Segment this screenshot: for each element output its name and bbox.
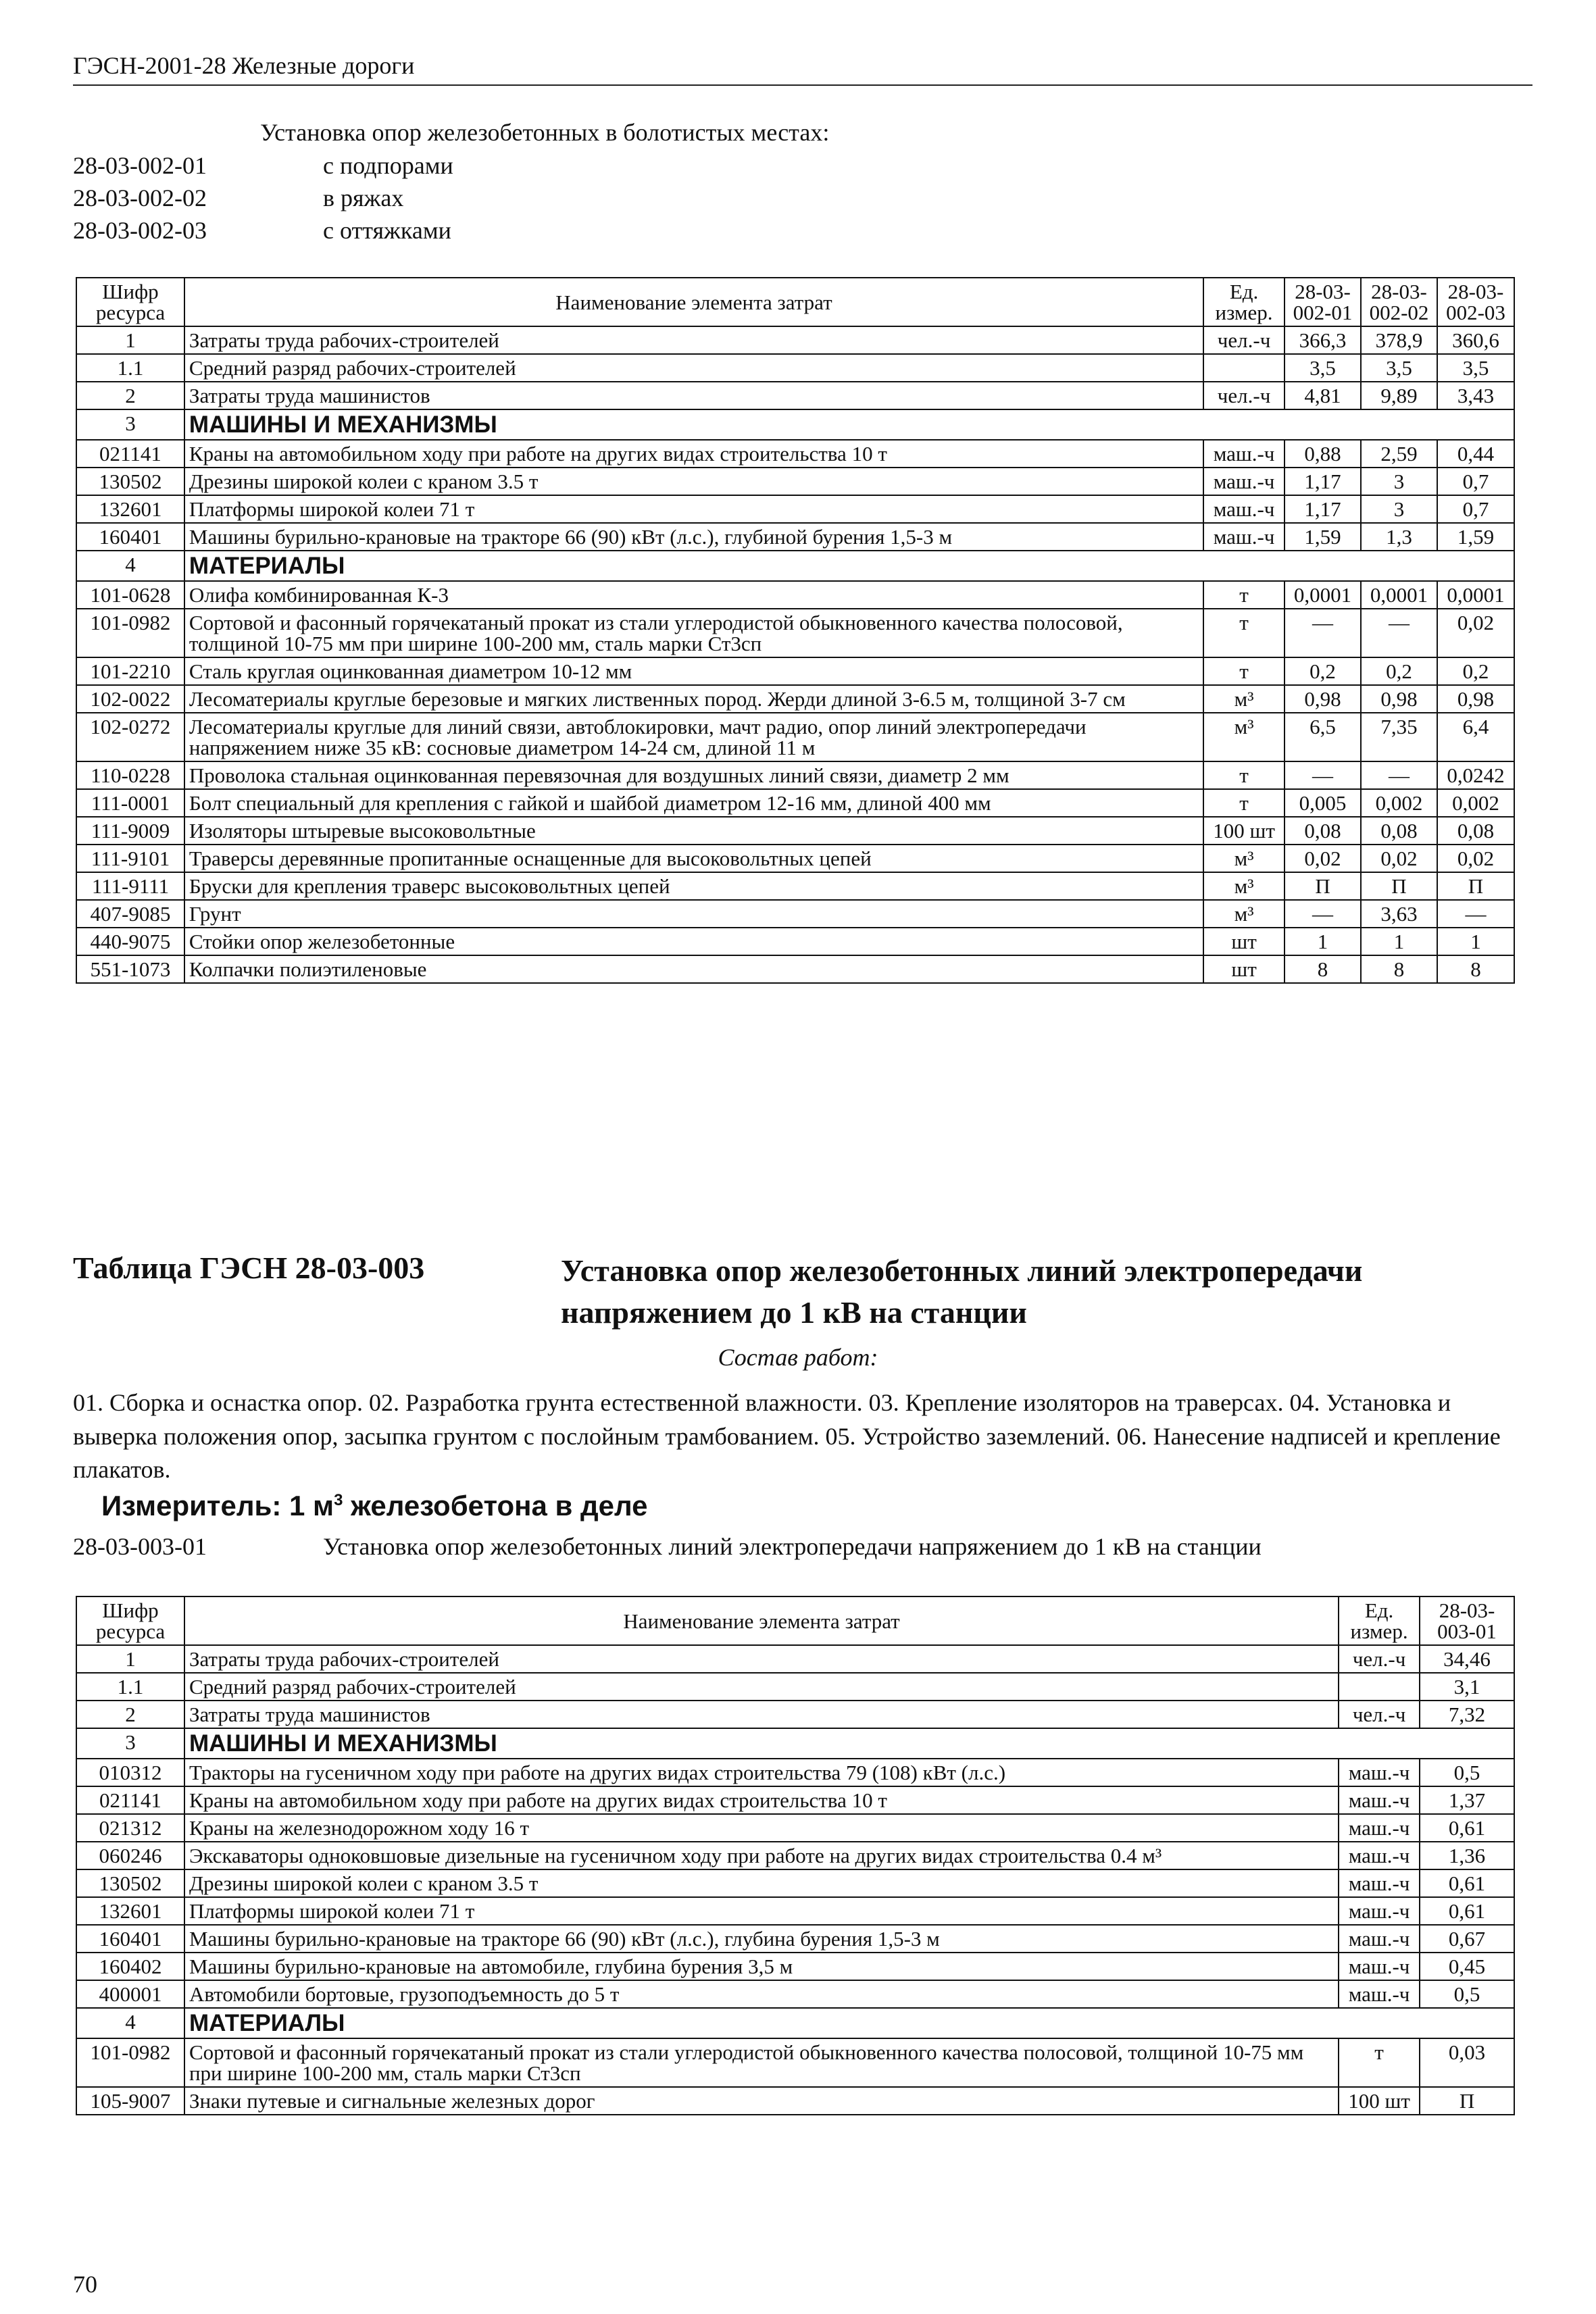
norm-value-1: 0,5 — [1420, 1759, 1514, 1786]
unit-cell: маш.-ч — [1339, 1814, 1420, 1842]
unit-cell: маш.-ч — [1339, 1953, 1420, 1980]
resource-code: 101-0982 — [76, 609, 184, 657]
table-row — [76, 382, 1514, 409]
resource-code: 021141 — [76, 1786, 184, 1814]
resource-code: 130502 — [76, 468, 184, 495]
norm-value-1: 0,02 — [1285, 845, 1361, 872]
norm-value-1: 0,005 — [1285, 789, 1361, 817]
norm-value-1: 0,61 — [1420, 1814, 1514, 1842]
unit-cell: т — [1203, 609, 1285, 657]
resource-name: Лесоматериалы круглые березовые и мягких лиственных пород. Жерди длиной 3-6.5 м, толщиной 3-7 см — [184, 685, 1203, 713]
section-title: МАШИНЫ И МЕХАНИЗМЫ — [184, 1728, 1514, 1759]
meter-rest: железобетона в деле — [343, 1490, 648, 1521]
norm-value-3: 0,7 — [1437, 468, 1514, 495]
resource-code: 4 — [76, 551, 184, 581]
norm-value-1: 34,46 — [1420, 1645, 1514, 1673]
table-row — [76, 789, 1514, 817]
resource-code: 102-0272 — [76, 713, 184, 761]
table-name: Установка опор железобетонных линий электропередачи напряжением до 1 кВ на станции — [561, 1253, 1363, 1330]
unit-cell: маш.-ч — [1339, 1842, 1420, 1869]
resource-code: 111-9009 — [76, 817, 184, 845]
t3-code: 28-03-003-01 — [73, 1533, 207, 1560]
norm-value-1: 1,36 — [1420, 1842, 1514, 1869]
resource-name: Дрезины широкой колеи с краном 3.5 т — [184, 1869, 1339, 1897]
norm-value-3: 0,7 — [1437, 495, 1514, 523]
unit-cell: чел.-ч — [1339, 1701, 1420, 1728]
norm-value-3: 8 — [1437, 955, 1514, 983]
unit-cell: маш.-ч — [1203, 523, 1285, 551]
table-row — [76, 326, 1514, 354]
resource-code: 132601 — [76, 495, 184, 523]
norm-value-3: 0,2 — [1437, 657, 1514, 685]
norm-value-2: — — [1361, 609, 1437, 657]
table-row — [76, 685, 1514, 713]
norm-value-1: 1,59 — [1285, 523, 1361, 551]
resource-code: 130502 — [76, 1869, 184, 1897]
norm-value-3: — — [1437, 900, 1514, 928]
resource-name: Затраты труда машинистов — [184, 382, 1203, 409]
resource-code: 160402 — [76, 1953, 184, 1980]
resource-code: 021312 — [76, 1814, 184, 1842]
section-row — [76, 2008, 1514, 2038]
norm-value-1: 6,5 — [1285, 713, 1361, 761]
resource-code: 101-0982 — [76, 2038, 184, 2087]
resource-code: 060246 — [76, 1842, 184, 1869]
table-row — [76, 1701, 1514, 1728]
col-header-unit: Ед. измер. — [1203, 278, 1285, 326]
norm-value-2: 1 — [1361, 928, 1437, 955]
norm-value-2: 0,08 — [1361, 817, 1437, 845]
table-row — [76, 1869, 1514, 1897]
table-row — [76, 581, 1514, 609]
resource-name: Затраты труда машинистов — [184, 1701, 1339, 1728]
table-row — [76, 713, 1514, 761]
unit-cell: маш.-ч — [1203, 468, 1285, 495]
resource-name: Бруски для крепления траверс высоковольтных цепей — [184, 872, 1203, 900]
col-header-norm-2: 28-03-002-02 — [1361, 278, 1437, 326]
col-header-norm-1: 28-03-003-01 — [1420, 1596, 1514, 1645]
norm-value-1: 0,61 — [1420, 1897, 1514, 1925]
resource-code: 021141 — [76, 440, 184, 468]
resource-name: Краны на автомобильном ходу при работе на других видах строительства 10 т — [184, 1786, 1339, 1814]
table-row — [76, 2038, 1514, 2087]
resource-name: Проволока стальная оцинкованная перевязочная для воздушных линий связи, диаметр 2 мм — [184, 761, 1203, 789]
norm-value-3: П — [1437, 872, 1514, 900]
resource-code: 551-1073 — [76, 955, 184, 983]
resource-name: Экскаваторы одноковшовые дизельные на гусеничном ходу при работе на других видах строительства 0.4 м³ — [184, 1842, 1339, 1869]
unit-cell: маш.-ч — [1339, 1869, 1420, 1897]
resource-code: 111-0001 — [76, 789, 184, 817]
page-number: 70 — [73, 2271, 97, 2298]
section-title: МАТЕРИАЛЫ — [184, 551, 1514, 581]
resource-name: Машины бурильно-крановые на тракторе 66 (90) кВт (л.с.), глубина бурения 1,5-3 м — [184, 1925, 1339, 1953]
table-row — [76, 900, 1514, 928]
norm-value-1: 366,3 — [1285, 326, 1361, 354]
norm-value-1: 1 — [1285, 928, 1361, 955]
resource-name: Затраты труда рабочих-строителей — [184, 326, 1203, 354]
norm-value-3: 6,4 — [1437, 713, 1514, 761]
norm-value-3: 0,02 — [1437, 845, 1514, 872]
norm-value-3: 0,0242 — [1437, 761, 1514, 789]
table-row — [76, 872, 1514, 900]
unit-cell: маш.-ч — [1339, 1980, 1420, 2008]
resource-name: Грунт — [184, 900, 1203, 928]
resource-code: 3 — [76, 1728, 184, 1759]
resource-code: 010312 — [76, 1759, 184, 1786]
unit-cell: м³ — [1203, 900, 1285, 928]
unit-cell: т — [1203, 581, 1285, 609]
resource-code: 407-9085 — [76, 900, 184, 928]
section-title: МАШИНЫ И МЕХАНИЗМЫ — [184, 409, 1514, 440]
unit-cell: маш.-ч — [1203, 495, 1285, 523]
norm-value-1: 0,0001 — [1285, 581, 1361, 609]
table-row — [76, 2087, 1514, 2115]
col-header-norm-1: 28-03-002-01 — [1285, 278, 1361, 326]
unit-cell: маш.-ч — [1339, 1925, 1420, 1953]
norm-value-3: 1,59 — [1437, 523, 1514, 551]
norm-value-2: 0,002 — [1361, 789, 1437, 817]
resource-name: Сталь круглая оцинкованная диаметром 10-12 мм — [184, 657, 1203, 685]
prev-intro: Установка опор железобетонных в болотистых местах: — [260, 119, 830, 146]
norm-value-3: 0,98 — [1437, 685, 1514, 713]
resource-name: Стойки опор железобетонные — [184, 928, 1203, 955]
norm-value-1: — — [1285, 900, 1361, 928]
resource-code: 2 — [76, 382, 184, 409]
norm-value-1: 0,88 — [1285, 440, 1361, 468]
norm-value-2: 0,0001 — [1361, 581, 1437, 609]
unit-cell: маш.-ч — [1339, 1786, 1420, 1814]
norm-value-3: 1 — [1437, 928, 1514, 955]
table-row — [76, 1953, 1514, 1980]
norm-value-2: 7,35 — [1361, 713, 1437, 761]
unit-cell — [1339, 1673, 1420, 1701]
table-row — [76, 523, 1514, 551]
unit-cell: чел.-ч — [1203, 326, 1285, 354]
col-header-name: Наименование элемента затрат — [184, 278, 1203, 326]
resource-code: 400001 — [76, 1980, 184, 2008]
resource-name: Болт специальный для крепления с гайкой и шайбой диаметром 12-16 мм, длиной 400 мм — [184, 789, 1203, 817]
resource-name: Олифа комбинированная К-3 — [184, 581, 1203, 609]
unit-cell: т — [1203, 789, 1285, 817]
norm-value-2: 3,5 — [1361, 354, 1437, 382]
unit-cell: чел.-ч — [1203, 382, 1285, 409]
section-row — [76, 1728, 1514, 1759]
norm-value-3: 0,44 — [1437, 440, 1514, 468]
norm-value-1: 0,2 — [1285, 657, 1361, 685]
resource-name: Изоляторы штыревые высоковольтные — [184, 817, 1203, 845]
resource-name: Дрезины широкой колеи с краном 3.5 т — [184, 468, 1203, 495]
resource-table-28-03-003 — [76, 1596, 1515, 2115]
section-row — [76, 409, 1514, 440]
table-row — [76, 817, 1514, 845]
unit-cell: шт — [1203, 928, 1285, 955]
resource-code: 160401 — [76, 523, 184, 551]
unit-cell — [1203, 354, 1285, 382]
resource-name: Лесоматериалы круглые для линий связи, автоблокировки, мачт радио, опор линий электропередачи напряжением ниже 35 кВ: сосновые диаметром 14-24 см, длиной 11 м — [184, 713, 1203, 761]
resource-name: Средний разряд рабочих-строителей — [184, 1673, 1339, 1701]
unit-cell: м³ — [1203, 685, 1285, 713]
resource-name: Знаки путевые и сигнальные железных дорог — [184, 2087, 1339, 2115]
norm-value-1: — — [1285, 609, 1361, 657]
norm-value-3: 0,02 — [1437, 609, 1514, 657]
norm-value-1: 3,1 — [1420, 1673, 1514, 1701]
norm-value-1: 3,5 — [1285, 354, 1361, 382]
resource-name: Колпачки полиэтиленовые — [184, 955, 1203, 983]
unit-cell: шт — [1203, 955, 1285, 983]
unit-cell: м³ — [1203, 845, 1285, 872]
resource-code: 1 — [76, 326, 184, 354]
norm-value-2: 378,9 — [1361, 326, 1437, 354]
resource-code: 101-0628 — [76, 581, 184, 609]
table-row — [76, 1673, 1514, 1701]
prev-table-body — [76, 326, 1514, 983]
resource-name: Траверсы деревянные пропитанные оснащенные для высоковольтных цепей — [184, 845, 1203, 872]
table-title: Таблица ГЭСН 28-03-003 — [73, 1251, 425, 1285]
norm-value-2: 8 — [1361, 955, 1437, 983]
resource-code: 111-9111 — [76, 872, 184, 900]
resource-code: 1 — [76, 1645, 184, 1673]
table-row — [76, 1645, 1514, 1673]
resource-name: Автомобили бортовые, грузоподъемность до 5 т — [184, 1980, 1339, 2008]
norm-value-2: П — [1361, 872, 1437, 900]
norm-value-3: 0,002 — [1437, 789, 1514, 817]
norm-value-1: 0,98 — [1285, 685, 1361, 713]
table-row — [76, 1925, 1514, 1953]
norm-value-2: 9,89 — [1361, 382, 1437, 409]
resource-code: 3 — [76, 409, 184, 440]
norm-value-1: 0,61 — [1420, 1869, 1514, 1897]
norm-value-1: 1,17 — [1285, 495, 1361, 523]
resource-name: Платформы широкой колеи 71 т — [184, 495, 1203, 523]
norm-value-2: 3 — [1361, 495, 1437, 523]
norm-value-3: 360,6 — [1437, 326, 1514, 354]
unit-cell: т — [1203, 761, 1285, 789]
resource-name: Средний разряд рабочих-строителей — [184, 354, 1203, 382]
norm-value-2: 3 — [1361, 468, 1437, 495]
norm-value-3: 0,0001 — [1437, 581, 1514, 609]
meter-line — [101, 1490, 648, 1522]
meter-sup: 3 — [334, 1491, 343, 1509]
resource-name: Краны на автомобильном ходу при работе на других видах строительства 10 т — [184, 440, 1203, 468]
composition-title: Состав работ: — [718, 1344, 878, 1371]
table-row — [76, 1786, 1514, 1814]
resource-name: Сортовой и фасонный горячекатаный прокат из стали углеродистой обыкновенного качества полосовой, толщиной 10-75 мм при ширине 100-200 мм, сталь марки Ст3сп — [184, 2038, 1339, 2087]
resource-code: 132601 — [76, 1897, 184, 1925]
table-row — [76, 354, 1514, 382]
col-header-cipher: Шифр ресурса — [76, 1596, 184, 1645]
running-header — [73, 47, 1532, 86]
norm-value-1: 0,45 — [1420, 1953, 1514, 1980]
unit-cell: маш.-ч — [1339, 1897, 1420, 1925]
resource-code: 105-9007 — [76, 2087, 184, 2115]
table-row — [76, 1842, 1514, 1869]
norm-value-1: 1,17 — [1285, 468, 1361, 495]
t3-code-name: Установка опор железобетонных линий электропередачи напряжением до 1 кВ на станции — [323, 1533, 1262, 1560]
table-row — [76, 440, 1514, 468]
unit-cell: 100 шт — [1203, 817, 1285, 845]
col-header-name: Наименование элемента затрат — [184, 1596, 1339, 1645]
resource-code: 4 — [76, 2008, 184, 2038]
resource-name: Затраты труда рабочих-строителей — [184, 1645, 1339, 1673]
norm-value-3: 3,43 — [1437, 382, 1514, 409]
unit-cell: маш.-ч — [1203, 440, 1285, 468]
norm-value-2: 1,3 — [1361, 523, 1437, 551]
prev-code-3-name: с оттяжками — [323, 217, 451, 244]
resource-code: 110-0228 — [76, 761, 184, 789]
resource-table-28-03-002 — [76, 277, 1515, 984]
resource-code: 101-2210 — [76, 657, 184, 685]
section-title: МАТЕРИАЛЫ — [184, 2008, 1514, 2038]
resource-name: Платформы широкой колеи 71 т — [184, 1897, 1339, 1925]
table-row — [76, 1980, 1514, 2008]
table-row — [76, 761, 1514, 789]
resource-name: Машины бурильно-крановые на автомобиле, глубина бурения 3,5 м — [184, 1953, 1339, 1980]
table-row — [76, 1897, 1514, 1925]
norm-value-2: 0,02 — [1361, 845, 1437, 872]
table-row — [76, 928, 1514, 955]
prev-code-2: 28-03-002-02 — [73, 184, 207, 211]
norm-value-1: 0,5 — [1420, 1980, 1514, 2008]
norm-value-1: 7,32 — [1420, 1701, 1514, 1728]
header-title: ГЭСН-2001-28 Железные дороги — [73, 52, 415, 79]
norm-value-1: П — [1285, 872, 1361, 900]
table-row — [76, 1759, 1514, 1786]
resource-name: Машины бурильно-крановые на тракторе 66 (90) кВт (л.с.), глубиной бурения 1,5-3 м — [184, 523, 1203, 551]
norm-value-2: — — [1361, 761, 1437, 789]
col-header-norm-3: 28-03-002-03 — [1437, 278, 1514, 326]
norm-value-1: П — [1420, 2087, 1514, 2115]
unit-cell: 100 шт — [1339, 2087, 1420, 2115]
norm-value-1: 1,37 — [1420, 1786, 1514, 1814]
norm-value-1: 8 — [1285, 955, 1361, 983]
resource-code: 1.1 — [76, 354, 184, 382]
prev-code-1-name: с подпорами — [323, 152, 453, 179]
norm-value-2: 3,63 — [1361, 900, 1437, 928]
t3-table-body — [76, 1645, 1514, 2115]
unit-cell: чел.-ч — [1339, 1645, 1420, 1673]
norm-value-1: 0,08 — [1285, 817, 1361, 845]
norm-value-1: 0,03 — [1420, 2038, 1514, 2087]
norm-value-3: 3,5 — [1437, 354, 1514, 382]
norm-value-2: 0,98 — [1361, 685, 1437, 713]
table-row — [76, 845, 1514, 872]
resource-code: 160401 — [76, 1925, 184, 1953]
resource-name: Сортовой и фасонный горячекатаный прокат из стали углеродистой обыкновенного качества полосовой, толщиной 10-75 мм при ширине 100-200 мм, сталь марки Ст3сп — [184, 609, 1203, 657]
norm-value-2: 2,59 — [1361, 440, 1437, 468]
resource-code: 440-9075 — [76, 928, 184, 955]
col-header-unit: Ед. измер. — [1339, 1596, 1420, 1645]
unit-cell: м³ — [1203, 713, 1285, 761]
resource-code: 1.1 — [76, 1673, 184, 1701]
section-row — [76, 551, 1514, 581]
prev-code-2-name: в ряжах — [323, 184, 404, 211]
resource-code: 102-0022 — [76, 685, 184, 713]
unit-cell: т — [1203, 657, 1285, 685]
norm-value-1: — — [1285, 761, 1361, 789]
unit-cell: м³ — [1203, 872, 1285, 900]
resource-code: 111-9101 — [76, 845, 184, 872]
unit-cell: маш.-ч — [1339, 1759, 1420, 1786]
composition-text: 01. Сборка и оснастка опор. 02. Разработка грунта естественной влажности. 03. Крепление изоляторов на траверсах. 04. Установка и выверка положения опор, засыпка грунтом с послойным трамбованием. 05. Устройство заземлений. 06. Нанесение надписей и крепление плакатов. — [73, 1389, 1501, 1484]
meter-label: Измеритель: 1 м — [101, 1490, 334, 1521]
table-row — [76, 1814, 1514, 1842]
norm-value-3: 0,08 — [1437, 817, 1514, 845]
table-row — [76, 495, 1514, 523]
norm-value-1: 0,67 — [1420, 1925, 1514, 1953]
resource-name: Краны на железнодорожном ходу 16 т — [184, 1814, 1339, 1842]
unit-cell: т — [1339, 2038, 1420, 2087]
resource-code: 2 — [76, 1701, 184, 1728]
norm-value-2: 0,2 — [1361, 657, 1437, 685]
resource-name: Тракторы на гусеничном ходу при работе на других видах строительства 79 (108) кВт (л.с.) — [184, 1759, 1339, 1786]
table-row — [76, 468, 1514, 495]
prev-code-1: 28-03-002-01 — [73, 152, 207, 179]
table-row — [76, 955, 1514, 983]
norm-value-1: 4,81 — [1285, 382, 1361, 409]
prev-code-3: 28-03-002-03 — [73, 217, 207, 244]
col-header-cipher: Шифр ресурса — [76, 278, 184, 326]
table-row — [76, 609, 1514, 657]
table-row — [76, 657, 1514, 685]
